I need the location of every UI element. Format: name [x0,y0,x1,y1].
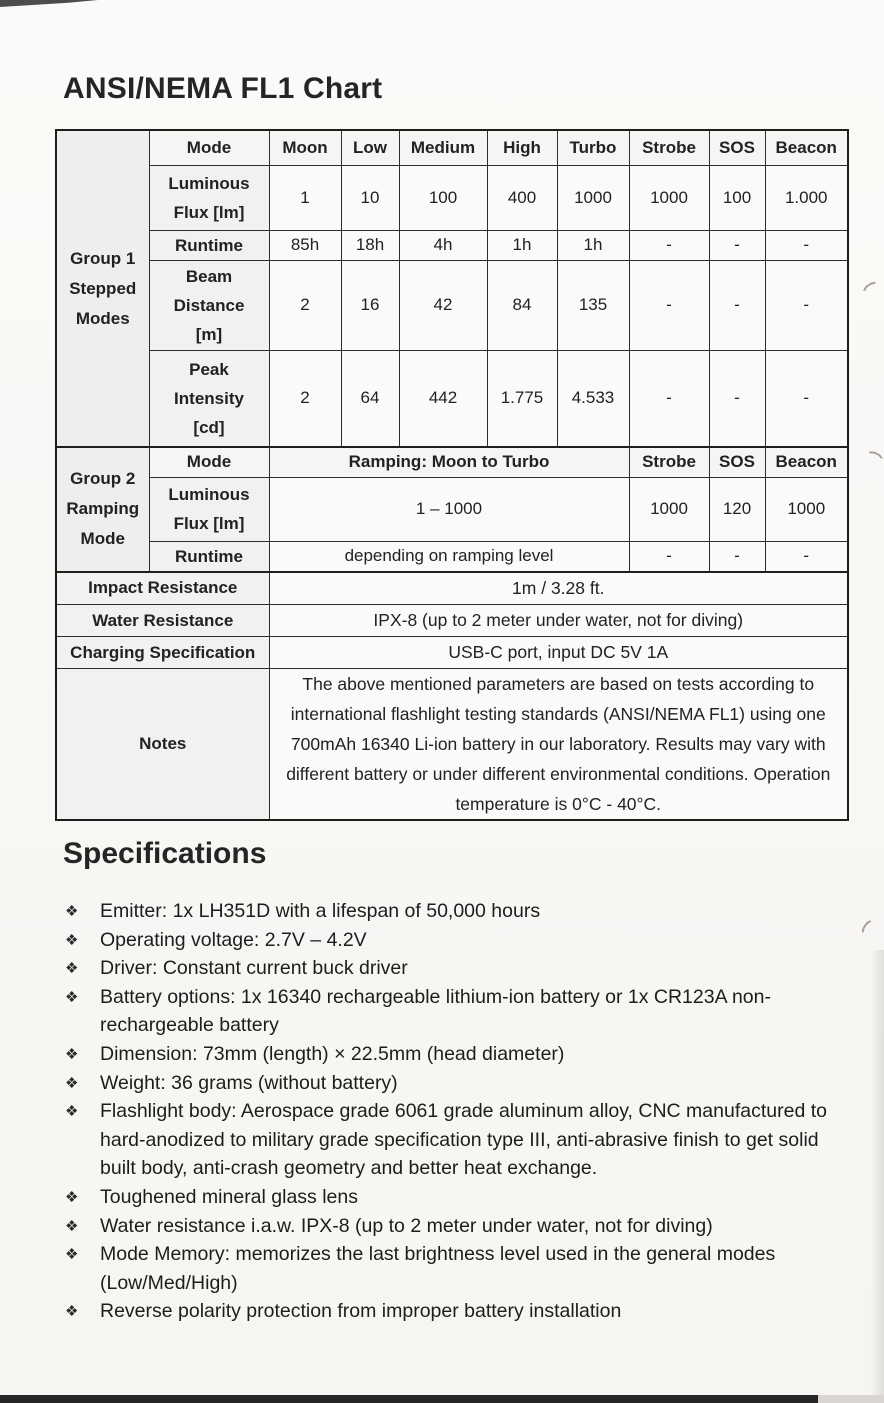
table-cell: 1.000 [765,165,848,230]
table-cell: 100 [709,165,765,230]
g2-header-mode: Mode [149,447,269,477]
col-header-high: High [487,130,557,165]
table-cell: 1.775 [487,350,557,447]
table-cell: - [629,260,709,350]
spec-item-text: Flashlight body: Aerospace grade 6061 grade aluminum alloy, CNC manufactured to hard-anodized to military grade specification type III, anti-abrasive finish to get solid built body, anti-crash geometry and better heat exchange. [100,1100,827,1180]
col-header-strobe: Strobe [629,130,709,165]
col-header-mode: Mode [149,130,269,165]
table-cell: 4h [399,230,487,260]
table-cell: 442 [399,350,487,447]
g2-row-label-runtime: Runtime [149,541,269,572]
col-header-moon: Moon [269,130,341,165]
spec-item-text: Weight: 36 grams (without battery) [100,1071,398,1094]
g2-header-strobe: Strobe [629,447,709,477]
spec-item [63,1097,833,1183]
table-cell: 120 [709,477,765,541]
spec-item-text: Driver: Constant current buck driver [100,957,408,980]
diamond-bullet-icon: ❖ [65,903,79,920]
table-cell: 85h [269,230,341,260]
row-label-peak-intensity: Peak Intensity [cd] [149,350,269,447]
spec-item-text: Battery options: 1x 16340 rechargeable lithium-ion battery or 1x CR123A non-rechargeable battery [100,985,771,1037]
table-cell: 84 [487,260,557,350]
spec-item [63,1240,833,1297]
row-label-water-resistance: Water Resistance [56,605,269,637]
scan-edge-artifact [0,0,98,7]
fl1-chart-table [55,129,849,821]
spec-item [63,983,833,1040]
table-cell: 1m / 3.28 ft. [269,572,848,605]
row-label-charging-specification: Charging Specification [56,637,269,669]
table-cell: depending on ramping level [269,541,629,572]
g2-row-label-luminous-flux: Luminous Flux [lm] [149,477,269,541]
spec-item [63,1212,833,1241]
table-cell: - [765,260,848,350]
g2-header-sos: SOS [709,447,765,477]
table-cell: 18h [341,230,399,260]
scan-mark [860,279,884,302]
col-header-turbo: Turbo [557,130,629,165]
spec-item-text: Mode Memory: memorizes the last brightness level used in the general modes (Low/Med/High) [100,1243,776,1294]
spec-item-text: Emitter: 1x LH351D with a lifespan of 50,000 hours [100,900,541,922]
table-cell: 4.533 [557,350,629,447]
diamond-bullet-icon: ❖ [65,1074,79,1092]
col-header-beacon: Beacon [765,130,848,165]
spec-item-text: Operating voltage: 2.7V – 4.2V [100,928,367,951]
g2-header-ramping: Ramping: Moon to Turbo [269,447,629,477]
table-cell: - [765,350,848,447]
specifications-list [63,897,833,1326]
diamond-bullet-icon: ❖ [65,931,79,949]
table-cell: 135 [557,260,629,350]
diamond-bullet-icon: ❖ [65,988,79,1006]
table-cell: 1 – 1000 [269,477,629,541]
table-cell: 16 [341,260,399,350]
g2-header-beacon: Beacon [765,447,848,477]
scan-mark [862,448,884,469]
diamond-bullet-icon: ❖ [65,1246,79,1264]
scan-mark [859,917,882,941]
diamond-bullet-icon: ❖ [65,1045,79,1063]
scan-edge-shadow [870,950,884,1395]
scan-edge-artifact [818,1395,884,1403]
spec-item [63,954,833,983]
table-cell: 2 [269,350,341,447]
table-cell: 42 [399,260,487,350]
table-cell: - [629,350,709,447]
notes-text: The above mentioned parameters are based on tests according to international flashlight testing standards (ANSI/NEMA FL1) using one 700mAh 16340 Li-ion battery in our laboratory. Results may vary with different battery or under different environmental conditions. Operation temperature is 0°C - 40°C. [269,669,848,821]
scan-edge-artifact [0,1395,818,1403]
spec-item [63,897,833,926]
spec-item [63,926,833,955]
table-cell: 1000 [765,477,848,541]
spec-item-text: Toughened mineral glass lens [100,1185,358,1208]
table-cell: - [629,541,709,572]
diamond-bullet-icon: ❖ [65,1188,79,1206]
col-header-sos: SOS [709,130,765,165]
group2-label: Group 2 Ramping Mode [56,447,149,572]
page-title: ANSI/NEMA FL1 Chart [63,72,383,105]
table-cell: IPX-8 (up to 2 meter under water, not for diving) [269,605,848,637]
table-cell: - [709,350,765,447]
table-cell: 1h [487,230,557,260]
table-cell: - [709,541,765,572]
group1-label: Group 1 Stepped Modes [56,130,149,447]
table-cell: 10 [341,165,399,230]
table-cell: - [765,230,848,260]
diamond-bullet-icon: ❖ [65,1217,79,1235]
row-label-impact-resistance: Impact Resistance [56,572,269,605]
table-cell: - [709,230,765,260]
spec-item-text: Dimension: 73mm (length) × 22.5mm (head diameter) [100,1042,565,1065]
spec-item [63,1183,833,1212]
spec-item [63,1297,833,1326]
row-label-beam-distance: Beam Distance [m] [149,260,269,350]
table-cell: - [629,230,709,260]
table-cell: 2 [269,260,341,350]
table-cell: 1 [269,165,341,230]
table-cell: 1000 [557,165,629,230]
diamond-bullet-icon: ❖ [65,1103,79,1121]
spec-item-text: Reverse polarity protection from improper battery installation [100,1300,622,1323]
table-cell: USB-C port, input DC 5V 1A [269,637,848,669]
col-header-medium: Medium [399,130,487,165]
table-cell: 64 [341,350,399,447]
table-cell: 400 [487,165,557,230]
table-cell: - [765,541,848,572]
table-cell: 1000 [629,165,709,230]
row-label-luminous-flux: Luminous Flux [lm] [149,165,269,230]
diamond-bullet-icon: ❖ [65,1303,79,1321]
table-cell: - [709,260,765,350]
row-label-runtime: Runtime [149,230,269,260]
spec-item-text: Water resistance i.a.w. IPX-8 (up to 2 meter under water, not for diving) [100,1214,713,1237]
table-cell: 1h [557,230,629,260]
spec-item [63,1040,833,1069]
specifications-heading: Specifications [63,837,267,870]
diamond-bullet-icon: ❖ [65,960,79,978]
table-cell: 100 [399,165,487,230]
col-header-low: Low [341,130,399,165]
table-cell: 1000 [629,477,709,541]
row-label-notes: Notes [56,669,269,821]
spec-item [63,1069,833,1098]
